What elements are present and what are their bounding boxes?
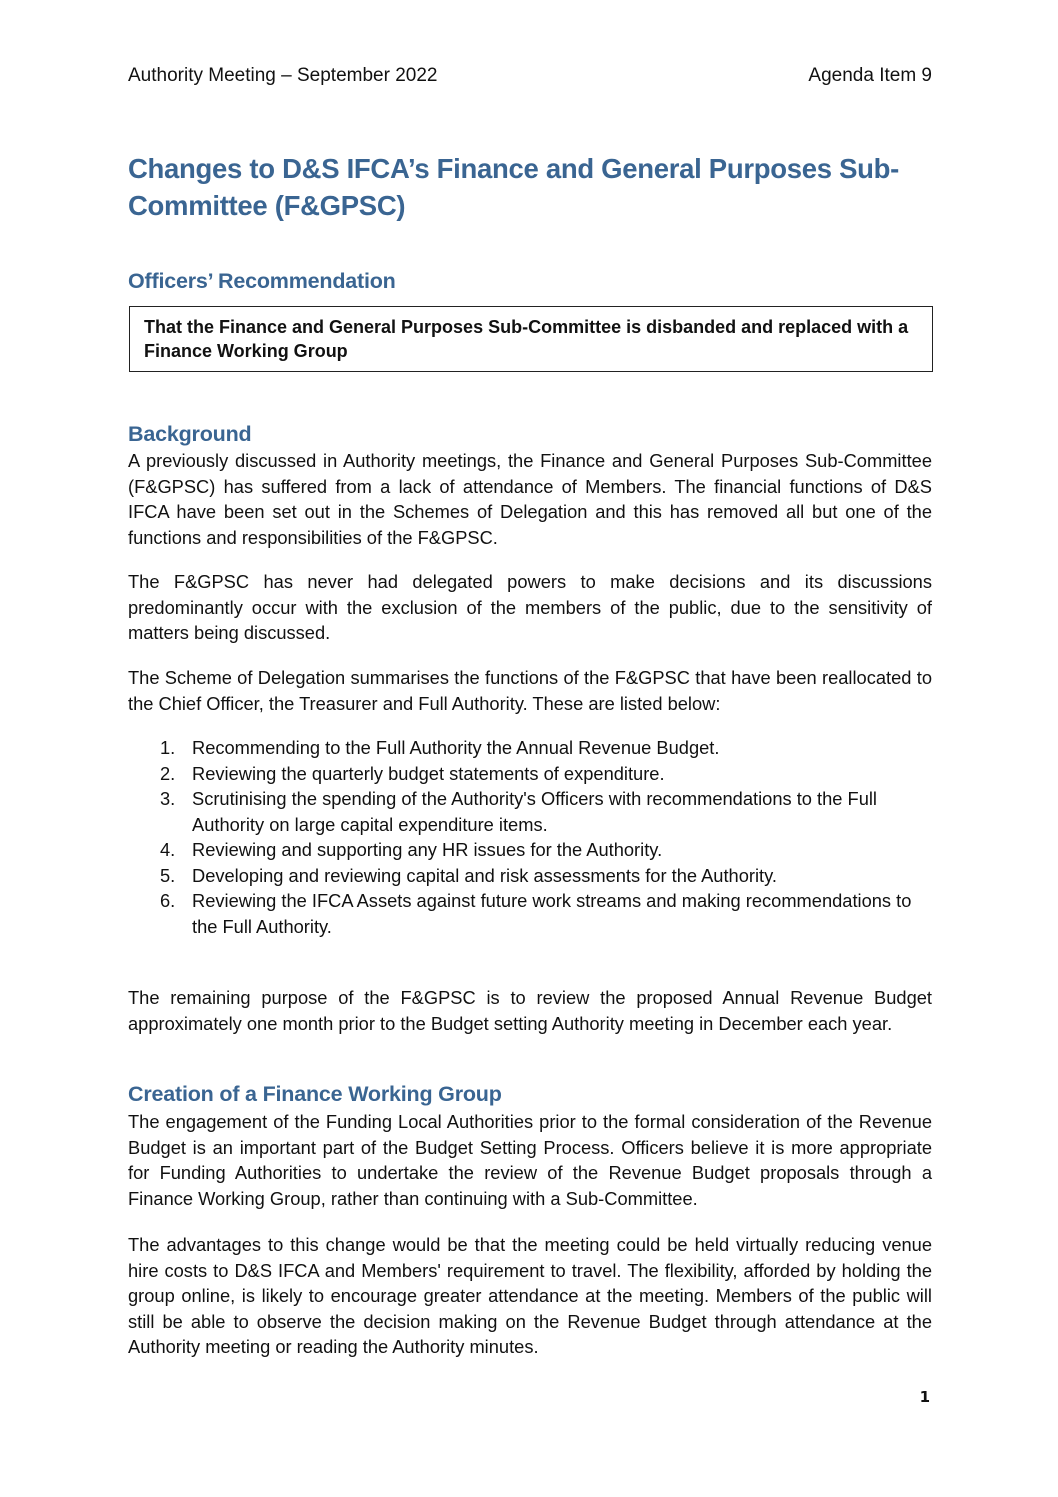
list-item-number: 5. bbox=[160, 864, 176, 886]
recommendation-box bbox=[129, 306, 933, 372]
list-item-text: Reviewing and supporting any HR issues for the Authority. bbox=[192, 839, 663, 860]
list-item-text: Reviewing the IFCA Assets against future work streams and making recommendations to the Full Authority. bbox=[192, 890, 912, 937]
list-item-text: Reviewing the quarterly budget statements of expenditure. bbox=[192, 762, 665, 784]
working-group-paragraph-1: The engagement of the Funding Local Authorities prior to the formal consideration of the Revenue Budget is an important part of the Budget Setting Process. Officers believe it is more appropriate for Funding Authorities to undertake the review of the Revenue Budget proposals through a Finance Working Group, rather than continuing with a Sub-Committee. bbox=[128, 1111, 932, 1209]
list-item-number: 3. bbox=[160, 788, 176, 809]
working-group-heading: Creation of a Finance Working Group bbox=[128, 1082, 502, 1106]
page-number: 1 bbox=[919, 1388, 930, 1406]
background-paragraph-3: The Scheme of Delegation summarises the functions of the F&GPSC that have been reallocated to the Chief Officer, the Treasurer and Full Authority. These are listed below: bbox=[128, 667, 932, 714]
list-item-number: 6. bbox=[160, 890, 176, 911]
list-item bbox=[128, 761, 932, 787]
background-closing-paragraph: The remaining purpose of the F&GPSC is to review the proposed Annual Revenue Budget approximately one month prior to the Budget setting Authority meeting in December each year. bbox=[128, 987, 932, 1034]
recommendation-heading: Officers’ Recommendation bbox=[128, 269, 396, 293]
working-group-paragraph-2: The advantages to this change would be that the meeting could be held virtually reducing venue hire costs to D&S IFCA and Members' requirement to travel. The flexibility, afforded by holding the group online, is likely to encourage greater attendance at the meeting. Members of the public will still be able to observe the decision making on the Revenue Budget through attendance at the Authority meeting or reading the Authority minutes. bbox=[128, 1234, 932, 1357]
header-meeting-title: Authority Meeting – September 2022 bbox=[128, 65, 438, 86]
header-agenda-item: Agenda Item 9 bbox=[808, 65, 932, 86]
recommendation-text: That the Finance and General Purposes Sub-Committee is disbanded and replaced with a Finance Working Group bbox=[144, 317, 909, 361]
list-item-number: 2. bbox=[160, 762, 176, 784]
list-item-text: Developing and reviewing capital and risk assessments for the Authority. bbox=[192, 864, 777, 886]
functions-list bbox=[128, 735, 932, 939]
list-item bbox=[128, 735, 932, 761]
list-item bbox=[128, 888, 932, 939]
page-header bbox=[128, 64, 932, 88]
list-item bbox=[128, 786, 932, 837]
document-title: Changes to D&S IFCA’s Finance and General Purposes Sub-Committee (F&GPSC) bbox=[128, 153, 899, 221]
list-item bbox=[128, 863, 932, 889]
list-item-text: Scrutinising the spending of the Authority's Officers with recommendations to the Full Authority on large capital expenditure items. bbox=[192, 788, 877, 835]
background-heading: Background bbox=[128, 422, 252, 446]
background-paragraph-1: A previously discussed in Authority meetings, the Finance and General Purposes Sub-Committee (F&GPSC) has suffered from a lack of attendance of Members. The financial functions of D&S IFCA have been set out in the Schemes of Delegation and this has removed all but one of the functions and responsibilities of the F&GPSC. bbox=[128, 450, 932, 548]
list-item-number: 1. bbox=[160, 737, 176, 758]
list-item bbox=[128, 837, 932, 863]
background-paragraph-2: The F&GPSC has never had delegated powers to make decisions and its discussions predominantly occur with the exclusion of the members of the public, due to the sensitivity of matters being discussed. bbox=[128, 571, 932, 643]
list-item-text: Recommending to the Full Authority the Annual Revenue Budget. bbox=[192, 737, 720, 758]
list-item-number: 4. bbox=[160, 839, 176, 860]
